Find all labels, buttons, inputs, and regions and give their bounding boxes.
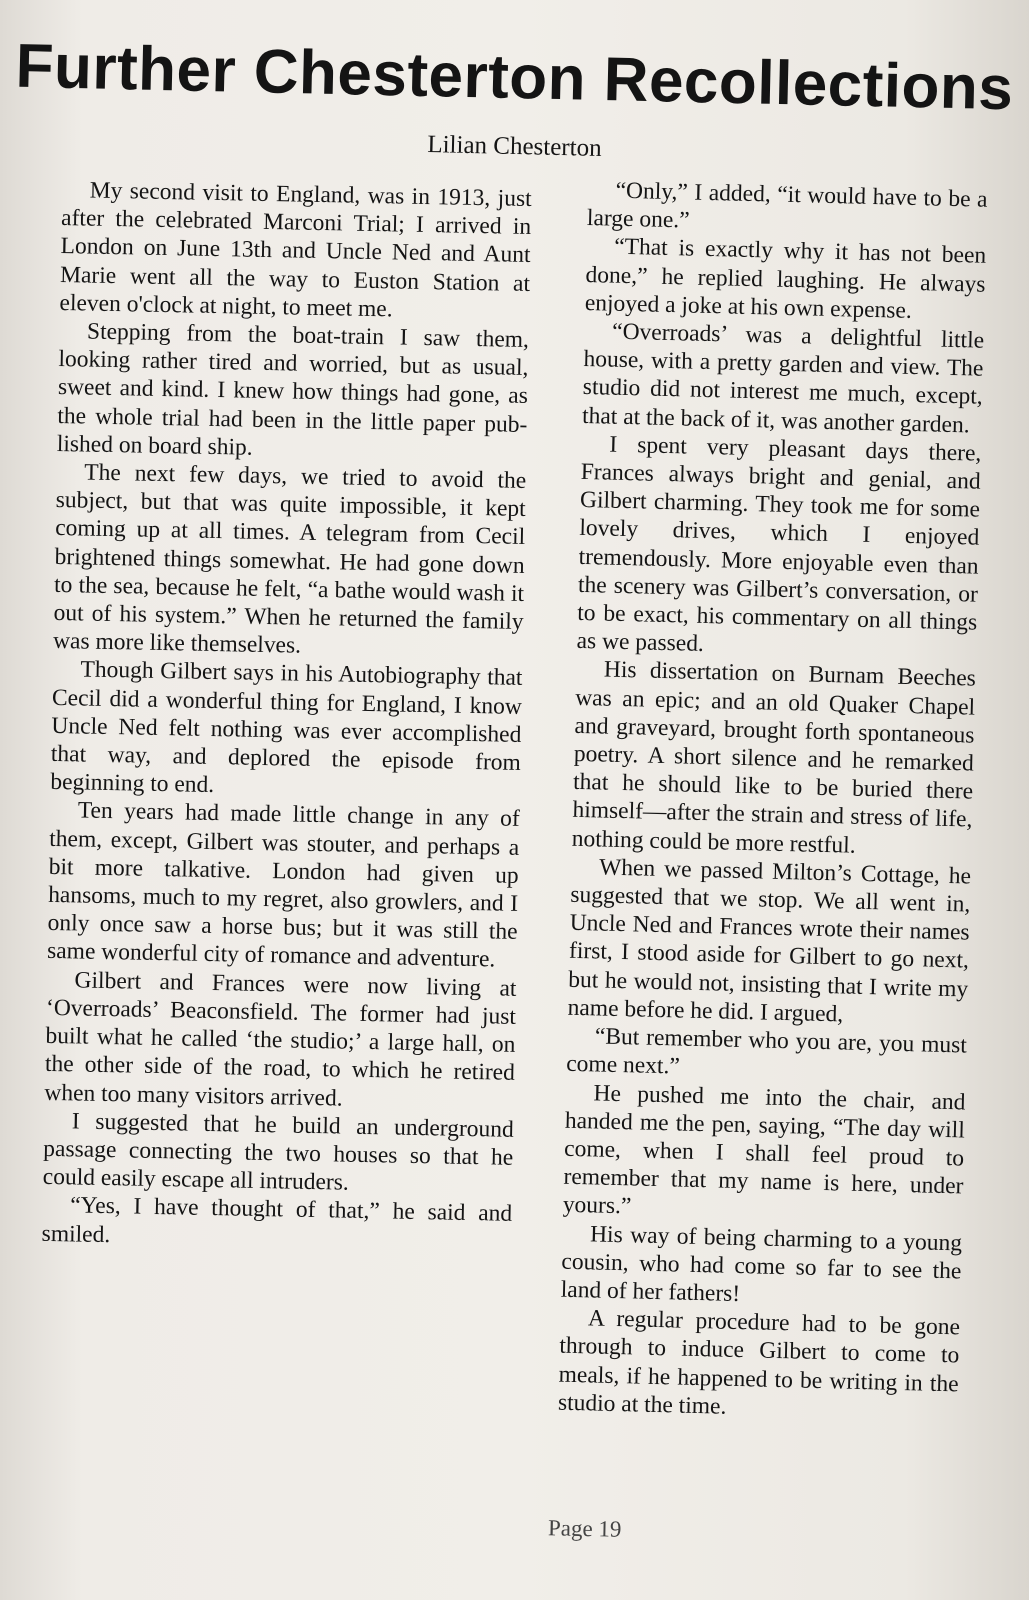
paragraph: Gilbert and Frances were now living at ‘Overroads’ Beaconsfield. The former had just built what he called ‘the studio;’ a large hall, on the other side of the road, to which he retired when too many visitors arrived. (44, 967, 517, 1112)
paragraph: He pushed me into the chair, and handed me the pen, saying, “The day will come, when I shall feel proud to remember that my name is here, under yours.” (562, 1079, 966, 1220)
right-column (558, 176, 988, 1426)
paragraph: A regular procedure had to be gone through to induce Gilbert to come to meals, if he happened to be writing in the studio at the time. (557, 1305, 961, 1420)
paragraph: I spent very pleasant days there, Frances always bright and genial, and Gilbert charming. They took me for some lovely drives, which I enjoyed tremendously. More enjoyable even than the scenery was Gilbert’s conversation, or to be exact, his commentary on all things as we passed. (576, 431, 982, 658)
paragraph: My second visit to England, was in 1913, just after the celebrated Marconi Trial; I arrived in London on June 13th and Uncle Ned and Aunt Marie went all the way to Euston Station at eleven o'clock at night, to meet me. (59, 177, 532, 323)
page-number: Page 19 (547, 1515, 622, 1542)
paragraph: His dissertation on Burnam Beeches was an epic; and an old Quaker Chapel and graveyard, brought forth spontaneous poetry. A short silence and he remarked that he should like to be buried there himself—after the strain and stress of life, nothing could be more restful. (571, 656, 977, 859)
article-title: Further Chesterton Recollections (14, 31, 1015, 124)
paragraph: “Yes, I have thought of that,” he said and smiled. (41, 1192, 513, 1248)
paragraph: His way of being charming to a young cousin, who had come so far to see the land of her fathers! (560, 1220, 963, 1307)
left-column (41, 176, 531, 1257)
paragraph: I suggested that he build an underground passage connecting the two houses so that he could easily escape all intruders. (42, 1108, 515, 1196)
article-author: Lilian Chesterton (427, 131, 602, 162)
paragraph: The next few days, we tried to avoid the subject, but that was quite impossible, it kept coming up at all times. A telegram from Cecil brightened things somewhat. He had gone down to the sea, because he felt, “a bathe would wash it out of his system.” When he returned the family was more like themselves. (52, 459, 527, 659)
paragraph: “Only,” I added, “it would have to be a large one.” (586, 177, 988, 234)
paragraph: Stepping from the boat-train I saw them, looking rather tired and worried, but as usual, sweet and kind. I knew how things had gone, as the whole trial had been in the little paper published on board ship. (56, 318, 530, 461)
paragraph: “That is exactly why it has not been done,” he replied laughing. He always enjoyed a joke at his own expense. (584, 234, 987, 324)
paragraph: “But remember who you are, you must come next.” (565, 1023, 968, 1080)
paragraph: “Overroads’ was a delightful little house, with a pretty garden and view. The studio did not interest me much, except, that at the back of it, was another garden. (581, 318, 985, 439)
paragraph: Ten years had made little change in any of them, except, Gilbert was stouter, and perhaps a bit more talkative. London had given up hansoms, much to my regret, also growlers, and I only once saw a horse bus; but it was still the same wonderful city of romance and adventure. (46, 797, 520, 973)
paragraph: Though Gilbert says in his Autobiography that Cecil did a wonderful thing for England, I know Uncle Ned felt nothing was ever accomplished that way, and deplored the episode from beginning to end. (50, 656, 523, 799)
paragraph: When we passed Milton’s Cottage, he suggested that we stop. We all went in, Uncle Ned and Frances wrote their names first, I stood aside for Gilbert to go next, but he would not, insisting that I write my name before he did. I argued, (567, 854, 972, 1028)
